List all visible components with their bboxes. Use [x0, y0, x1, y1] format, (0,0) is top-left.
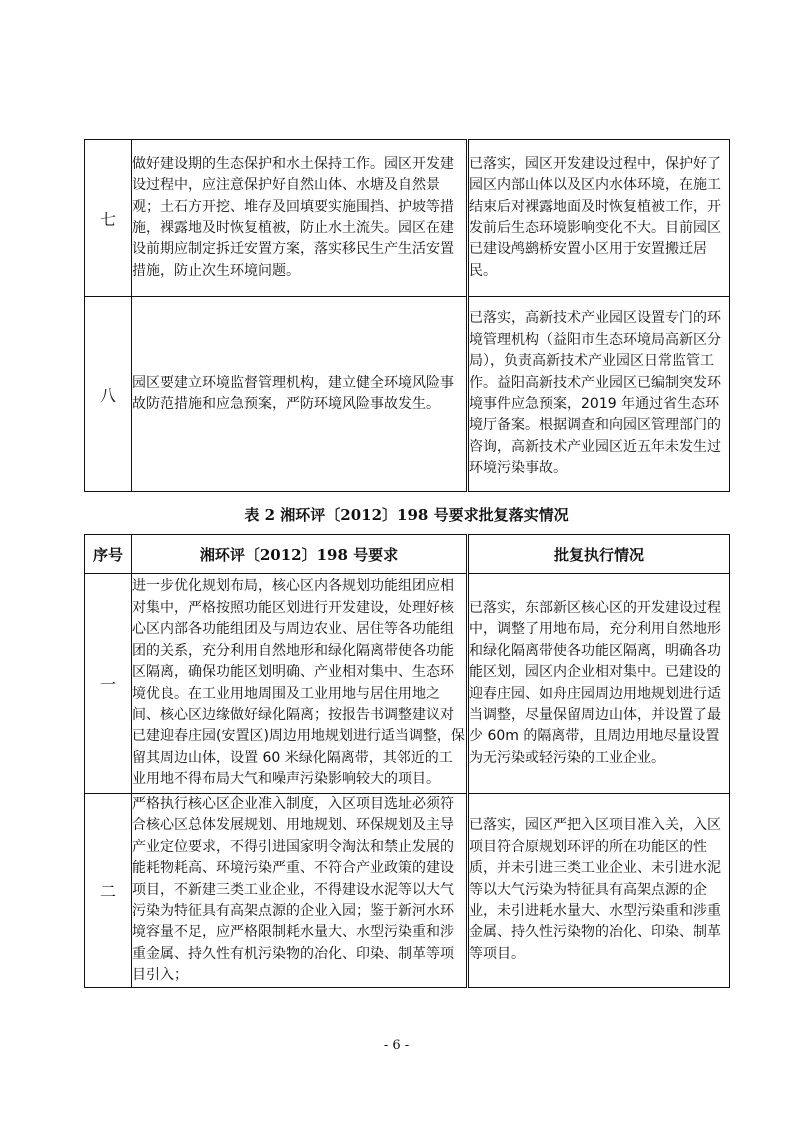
header-seq: 序号 [85, 535, 132, 574]
status-cell: 已落实，东部新区核心区的开发建设过程中，调整了用地布局，充分利用自然地形和绿化隔离带使各功能区隔离，明确各功能区划，园区内企业相对集中。已建设的迎春庄园、如舟庄园周边用地规划进行适当调整，尽量保留周边山体，并设置了最少 60m 的隔离带，且周边用地尽量设置为无污染或轻污染的工业企业。 [468, 574, 730, 794]
table-header-row [85, 535, 730, 574]
row-seq: 七 [85, 140, 132, 297]
table-row [85, 794, 730, 988]
table-1-continued [84, 139, 730, 492]
table-row [85, 574, 730, 794]
status-cell: 已落实，园区开发建设过程中，保护好了园区内部山体以及区内水体环境，在施工结束后对裸露地面及时恢复植被工作，开发前后生态环境影响变化不大。目前园区已建设鸬鹚桥安置小区用于安置搬迁居民。 [468, 140, 730, 297]
header-status: 批复执行情况 [468, 535, 730, 574]
page-number: - 6 - [383, 1038, 410, 1053]
table-row [85, 297, 730, 492]
row-seq: 一 [85, 574, 132, 794]
requirement-cell: 园区要建立环境监督管理机构，建立健全环境风险事故防范措施和应急预案，严防环境风险事故发生。 [132, 297, 468, 492]
table-2-caption: 表 2 湘环评〔2012〕198 号要求批复落实情况 [244, 506, 569, 524]
table-row [85, 140, 730, 297]
row-seq: 八 [85, 297, 132, 492]
status-cell: 已落实，园区严把入区项目准入关，入区项目符合原规划环评的所在功能区的性质，并未引进三类工业企业、未引进水泥等以大气污染为特征具有高架点源的企业，未引进耗水量大、水型污染重和涉重金属、持久性污染物的冶化、印染、制革等项目。 [468, 794, 730, 988]
row-seq: 二 [85, 794, 132, 988]
status-cell: 已落实，高新技术产业园区设置专门的环境管理机构（益阳市生态环境局高新区分局），负责高新技术产业园区日常监管工作。益阳高新技术产业园区已编制突发环境事件应急预案，2019 年通过省生态环境厅备案。根据调查和向园区管理部门的咨询，高新技术产业园区近五年未发生过环境污染事故。 [468, 297, 730, 492]
requirement-cell: 严格执行核心区企业准入制度，入区项目选址必须符合核心区总体发展规划、用地规划、环保规划及主导产业定位要求，不得引进国家明令淘汰和禁止发展的能耗物耗高、环境污染严重、不符合产业政策的建设项目，不新建三类工业企业，不得建设水泥等以大气污染为特征具有高架点源的企业入园；鉴于新河水环境容量不足，应严格限制耗水量大、水型污染重和涉重金属、持久性有机污染物的冶化、印染、制革等项目引入； [132, 794, 468, 988]
table-2 [84, 534, 730, 988]
requirement-cell: 做好建设期的生态保护和水土保持工作。园区开发建设过程中，应注意保护好自然山体、水塘及自然景观；土石方开挖、堆存及回填要实施围挡、护坡等措施，裸露地及时恢复植被，防止水土流失。园区在建设前期应制定拆迁安置方案，落实移民生产生活安置措施，防止次生环境问题。 [132, 140, 468, 297]
requirement-cell: 进一步优化规划布局，核心区内各规划功能组团应相对集中，严格按照功能区划进行开发建设，处理好核心区内部各功能组团及与周边农业、居住等各功能组团的关系，充分利用自然地形和绿化隔离带使各功能区隔离，确保功能区划明确、产业相对集中、生态环境优良。在工业用地周围及工业用地与居住用地之间、核心区边缘做好绿化隔离；按报告书调整建议对已建迎春庄园(安置区)周边用地规划进行适当调整，保留其周边山体，设置 60 米绿化隔离带，其邻近的工业用地不得布局大气和噪声污染影响较大的项目。 [132, 574, 468, 794]
header-requirement: 湘环评〔2012〕198 号要求 [132, 535, 468, 574]
